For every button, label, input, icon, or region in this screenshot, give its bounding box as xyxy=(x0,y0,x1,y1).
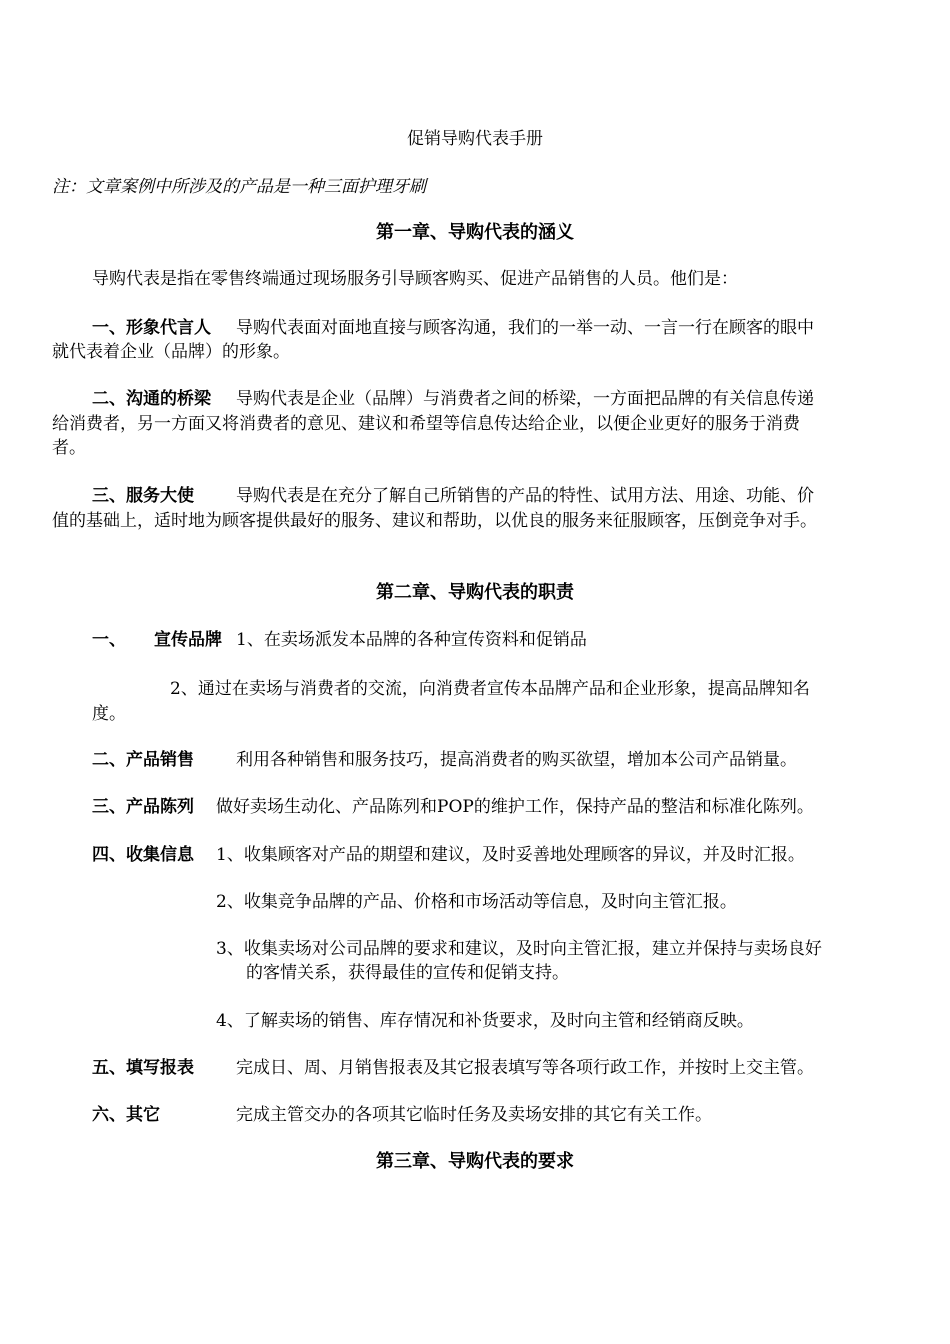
duty-text: 2、通过在卖场与消费者的交流，向消费者宣传本品牌产品和企业形象，提高品牌知名 xyxy=(170,679,810,699)
item-text: 者。 xyxy=(52,438,86,458)
item-text: 导购代表是在充分了解自己所销售的产品的特性、试用方法、用途、功能、价 xyxy=(236,486,814,506)
item-text: 就代表着企业（品牌）的形象。 xyxy=(52,342,290,362)
duty-text: 的客情关系，获得最佳的宣传和促销支持。 xyxy=(246,963,569,983)
chapter-heading-1: 第一章、导购代表的涵义 xyxy=(376,222,574,243)
duty-text: 1、收集顾客对产品的期望和建议，及时妥善地处理顾客的异议，并及时汇报。 xyxy=(216,845,805,865)
duty-text: 2、收集竞争品牌的产品、价格和市场活动等信息，及时向主管汇报。 xyxy=(216,892,737,912)
duty-label: 三、产品陈列 xyxy=(92,797,194,817)
item-label: 一、形象代言人 xyxy=(92,318,211,338)
duty-label: 六、其它 xyxy=(92,1105,160,1125)
duty-text: 利用各种销售和服务技巧，提高消费者的购买欲望，增加本公司产品销量。 xyxy=(236,750,797,770)
item-label: 二、沟通的桥梁 xyxy=(92,389,211,409)
duty-text: 做好卖场生动化、产品陈列和POP的维护工作，保持产品的整洁和标准化陈列。 xyxy=(216,797,814,817)
duty-text: 度。 xyxy=(92,704,126,724)
item-text: 导购代表是企业（品牌）与消费者之间的桥梁，一方面把品牌的有关信息传递 xyxy=(236,389,814,409)
duty-text: 完成主管交办的各项其它临时任务及卖场安排的其它有关工作。 xyxy=(236,1105,712,1125)
duty-label: 宣传品牌 xyxy=(154,630,222,650)
duty-label: 二、产品销售 xyxy=(92,750,194,770)
item-label: 三、服务大使 xyxy=(92,486,194,506)
duty-text: 1、在卖场派发本品牌的各种宣传资料和促销品 xyxy=(236,630,587,650)
chapter-heading-3: 第三章、导购代表的要求 xyxy=(376,1151,574,1172)
duty-text: 4、了解卖场的销售、库存情况和补货要求，及时向主管和经销商反映。 xyxy=(216,1011,754,1031)
item-text: 给消费者，另一方面又将消费者的意见、建议和希望等信息传达给企业，以便企业更好的服务于消费 xyxy=(52,414,800,434)
document-title: 促销导购代表手册 xyxy=(407,129,543,149)
item-text: 值的基础上，适时地为顾客提供最好的服务、建议和帮助，以优良的服务来征服顾客，压倒竞争对手。 xyxy=(52,511,817,531)
duty-text: 完成日、周、月销售报表及其它报表填写等各项行政工作，并按时上交主管。 xyxy=(236,1058,814,1078)
duty-text: 3、收集卖场对公司品牌的要求和建议，及时向主管汇报，建立并保持与卖场良好 xyxy=(216,939,822,959)
document-note: 注：文章案例中所涉及的产品是一种三面护理牙刷 xyxy=(52,177,426,197)
item-text: 导购代表面对面地直接与顾客沟通，我们的一举一动、一言一行在顾客的眼中 xyxy=(236,318,814,338)
duty-number: 一、 xyxy=(92,630,126,650)
chapter-heading-2: 第二章、导购代表的职责 xyxy=(376,582,574,603)
duty-label: 五、填写报表 xyxy=(92,1058,194,1078)
duty-label: 四、收集信息 xyxy=(92,845,194,865)
chapter1-intro: 导购代表是指在零售终端通过现场服务引导顾客购买、促进产品销售的人员。他们是： xyxy=(92,269,738,289)
